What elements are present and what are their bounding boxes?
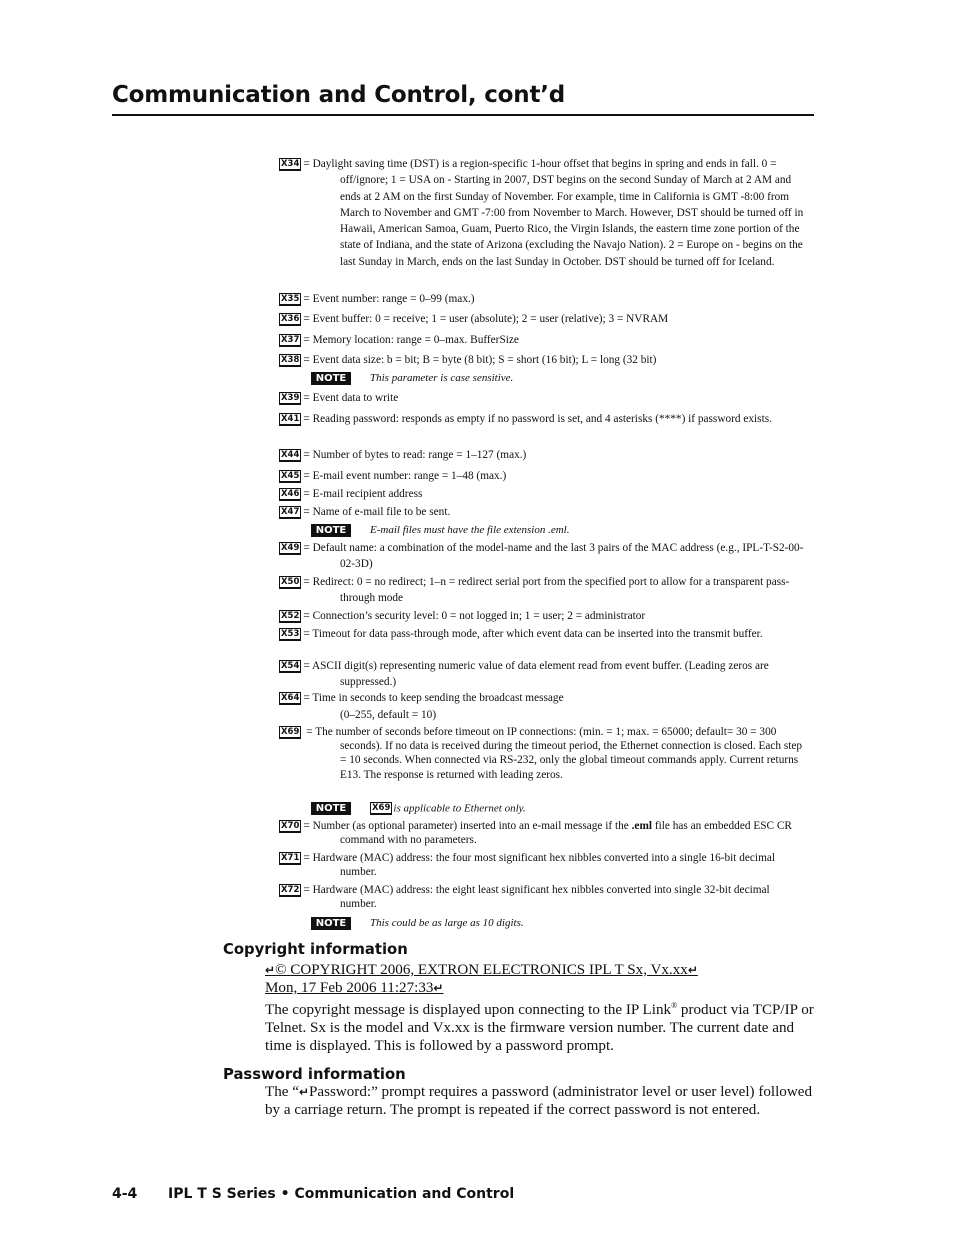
note-text: This could be as large as 10 digits.: [370, 917, 524, 930]
note-case-sensitive: [311, 371, 513, 385]
definition-text: file has an embedded ESC CR command with no parameters.: [340, 820, 792, 847]
variable-tag: X36: [281, 313, 300, 324]
note-text: is applicable to Ethernet only.: [393, 802, 526, 815]
definition-x71: [279, 851, 807, 879]
return-icon: ↵: [298, 1085, 310, 1099]
definition-x41: [279, 411, 807, 427]
note-ten-digits: [311, 916, 524, 930]
definition-text: (0–255, default = 10): [340, 709, 437, 721]
definition-x64: [279, 690, 807, 706]
variable-tag: X45: [281, 470, 300, 481]
definition-text: = Event buffer: 0 = receive; 1 = user (absolute); 2 = user (relative); 3 = NVRAM: [303, 313, 669, 325]
definition-text: = Timeout for data pass-through mode, after which event data can be inserted into the transmit buffer.: [303, 628, 763, 640]
variable-tag: X72: [281, 884, 300, 895]
definition-text: = Name of e-mail file to be sent.: [303, 506, 451, 518]
variable-tag: X44: [281, 449, 300, 460]
definition-text: = Time in seconds to keep sending the broadcast message: [303, 692, 564, 704]
definition-x45: [279, 468, 807, 484]
definition-x54: [279, 658, 807, 691]
definition-text: = Number of bytes to read: range = 1–127 (max.): [303, 449, 527, 461]
variable-tag: X69: [281, 726, 300, 737]
variable-tag: X37: [281, 334, 300, 345]
definition-text: = Reading password: responds as empty if no password is set, and 4 asterisks (****) if password exists.: [303, 413, 772, 425]
definition-text: = Hardware (MAC) address: the eight least significant hex nibbles converted into single 32-bit decimal number.: [303, 884, 770, 911]
definition-text: = Memory location: range = 0–max. BufferSize: [303, 334, 519, 346]
note-text: E-mail files must have the file extension .eml.: [370, 524, 570, 537]
page-number: 4-4: [112, 1186, 138, 1202]
variable-tag: X41: [281, 413, 300, 424]
copyright-response: [265, 961, 817, 997]
note-text: This parameter is case sensitive.: [370, 372, 514, 385]
definition-text: = Default name: a combination of the model-name and the last 3 pairs of the MAC address (e.g., IPL-T-S2-00-02-3D): [303, 542, 804, 571]
password-description: The “↵Password:” prompt requires a password (administrator level or user level) followed by a carriage return. The prompt is repeated if the correct password is not entered.: [265, 1084, 813, 1118]
registered-mark: ®: [671, 1001, 678, 1010]
definition-x50: [279, 574, 807, 607]
variable-tag: X52: [281, 610, 300, 621]
definition-x39: [279, 390, 807, 406]
footer-title: IPL T S Series • Communication and Control: [168, 1186, 515, 1202]
note-badge: NOTE: [311, 802, 351, 815]
definition-text: = E-mail event number: range = 1–48 (max.): [303, 470, 507, 482]
variable-tag: X38: [281, 354, 300, 365]
definition-text: = Redirect: 0 = no redirect; 1–n = redirect serial port from the specified port to allow for a transparent pass-through mode: [303, 576, 790, 605]
variable-tag: X70: [281, 820, 300, 831]
variable-tag: X47: [281, 506, 300, 517]
definition-text: = Daylight saving time (DST) is a region-specific 1-hour offset that begins in spring and ends in fall. 0 = off/ignore; 1 = USA on - Starting in 2007, DST begins on the second Sunday of March at 2 AM and ends at 2 AM on the first Sunday of November. For example, time in California is GMT -8:00 from March to November and GMT -7:00 from November to March. However, DST should be turned off in Hawaii, American Samoa, Guam, Puerto Rico, the Virgin Islands, the eastern time zone portion of the state of Indiana, and the state of Arizona (excluding the Navajo Nation). 2 = Europe on - begins on the last Sunday in March, ends on the last Sunday in October. DST should be turned off for Iceland.: [303, 158, 804, 268]
definition-text: = E-mail recipient address: [303, 488, 423, 500]
definition-text: = Event data size: b = bit; B = byte (8 bit); S = short (16 bit); L = long (32 bit): [303, 354, 657, 366]
variable-tag: X50: [281, 576, 300, 587]
definition-x36: [279, 311, 807, 327]
note-badge: NOTE: [311, 524, 351, 537]
copyright-description: The copyright message is displayed upon connecting to the IP Link® product via TCP/IP or Telnet. Sx is the model and Vx.xx is the firmware version number. The current date and time is displayed. This is followed by a password prompt.: [265, 1001, 814, 1055]
return-icon: ↵: [687, 963, 698, 977]
variable-tag: X39: [281, 392, 300, 403]
definition-x49: [279, 540, 807, 573]
definition-x52: [279, 608, 807, 624]
note-badge: NOTE: [311, 372, 351, 385]
return-icon: ↵: [433, 981, 444, 995]
definition-x37: [279, 332, 807, 348]
copyright-line-1: ↵© COPYRIGHT 2006, EXTRON ELECTRONICS IPL T Sx, Vx.xx↵: [265, 962, 698, 978]
password-heading: Password information: [223, 1066, 406, 1083]
definition-x38: [279, 352, 807, 368]
variable-tag: X49: [281, 542, 300, 553]
definition-x72: [279, 883, 807, 911]
definition-text: = Number (as optional parameter) inserted into an e-mail message if the: [303, 820, 632, 832]
definition-x44: [279, 447, 807, 463]
variable-tag: X69: [372, 803, 391, 814]
copyright-heading: Copyright information: [223, 941, 408, 958]
definition-x46: [279, 486, 807, 502]
definition-text: = The number of seconds before timeout on IP connections: (min. = 1; max. = 65000; default= 30 = 300 seconds). If no data is received during the timeout period, the Ethernet connection is closed. Each step = 10 seconds. When connected via RS-232, only the global timeout commands apply. Current returns E13. The response is returned with leading zeros.: [303, 726, 803, 781]
variable-tag: X46: [281, 488, 300, 499]
definition-x53: [279, 626, 807, 642]
definition-x69: [279, 725, 807, 782]
variable-tag: X64: [281, 692, 300, 703]
definition-text: = Hardware (MAC) address: the four most significant hex nibbles converted into a single 16-bit decimal number.: [303, 852, 776, 879]
copyright-line-2: Mon, 17 Feb 2006 11:27:33↵: [265, 980, 444, 996]
note-email-extension: [311, 523, 569, 537]
variable-tag: X34: [281, 158, 300, 169]
variable-tag: X53: [281, 628, 300, 639]
definition-x35: [279, 291, 807, 307]
variable-tag: X54: [281, 660, 300, 671]
definition-x70: [279, 819, 807, 847]
eml-extension: .eml: [631, 820, 652, 832]
definition-x47: [279, 504, 807, 520]
note-x69-ethernet: [311, 801, 526, 815]
definition-x64-range: [279, 707, 807, 723]
definition-x34: [279, 156, 807, 270]
variable-tag: X35: [281, 293, 300, 304]
variable-tag: X71: [281, 852, 300, 863]
definition-text: = Event number: range = 0–99 (max.): [303, 293, 475, 305]
note-badge: NOTE: [311, 917, 351, 930]
definition-text: = Connection’s security level: 0 = not logged in; 1 = user; 2 = administrator: [303, 610, 646, 622]
page-title: Communication and Control, cont’d: [112, 82, 566, 108]
title-rule: [112, 114, 814, 116]
return-icon: ↵: [265, 963, 276, 977]
definition-text: = Event data to write: [303, 392, 399, 404]
definition-text: = ASCII digit(s) representing numeric value of data element read from event buffer. (Leading zeros are suppressed.): [303, 660, 769, 689]
